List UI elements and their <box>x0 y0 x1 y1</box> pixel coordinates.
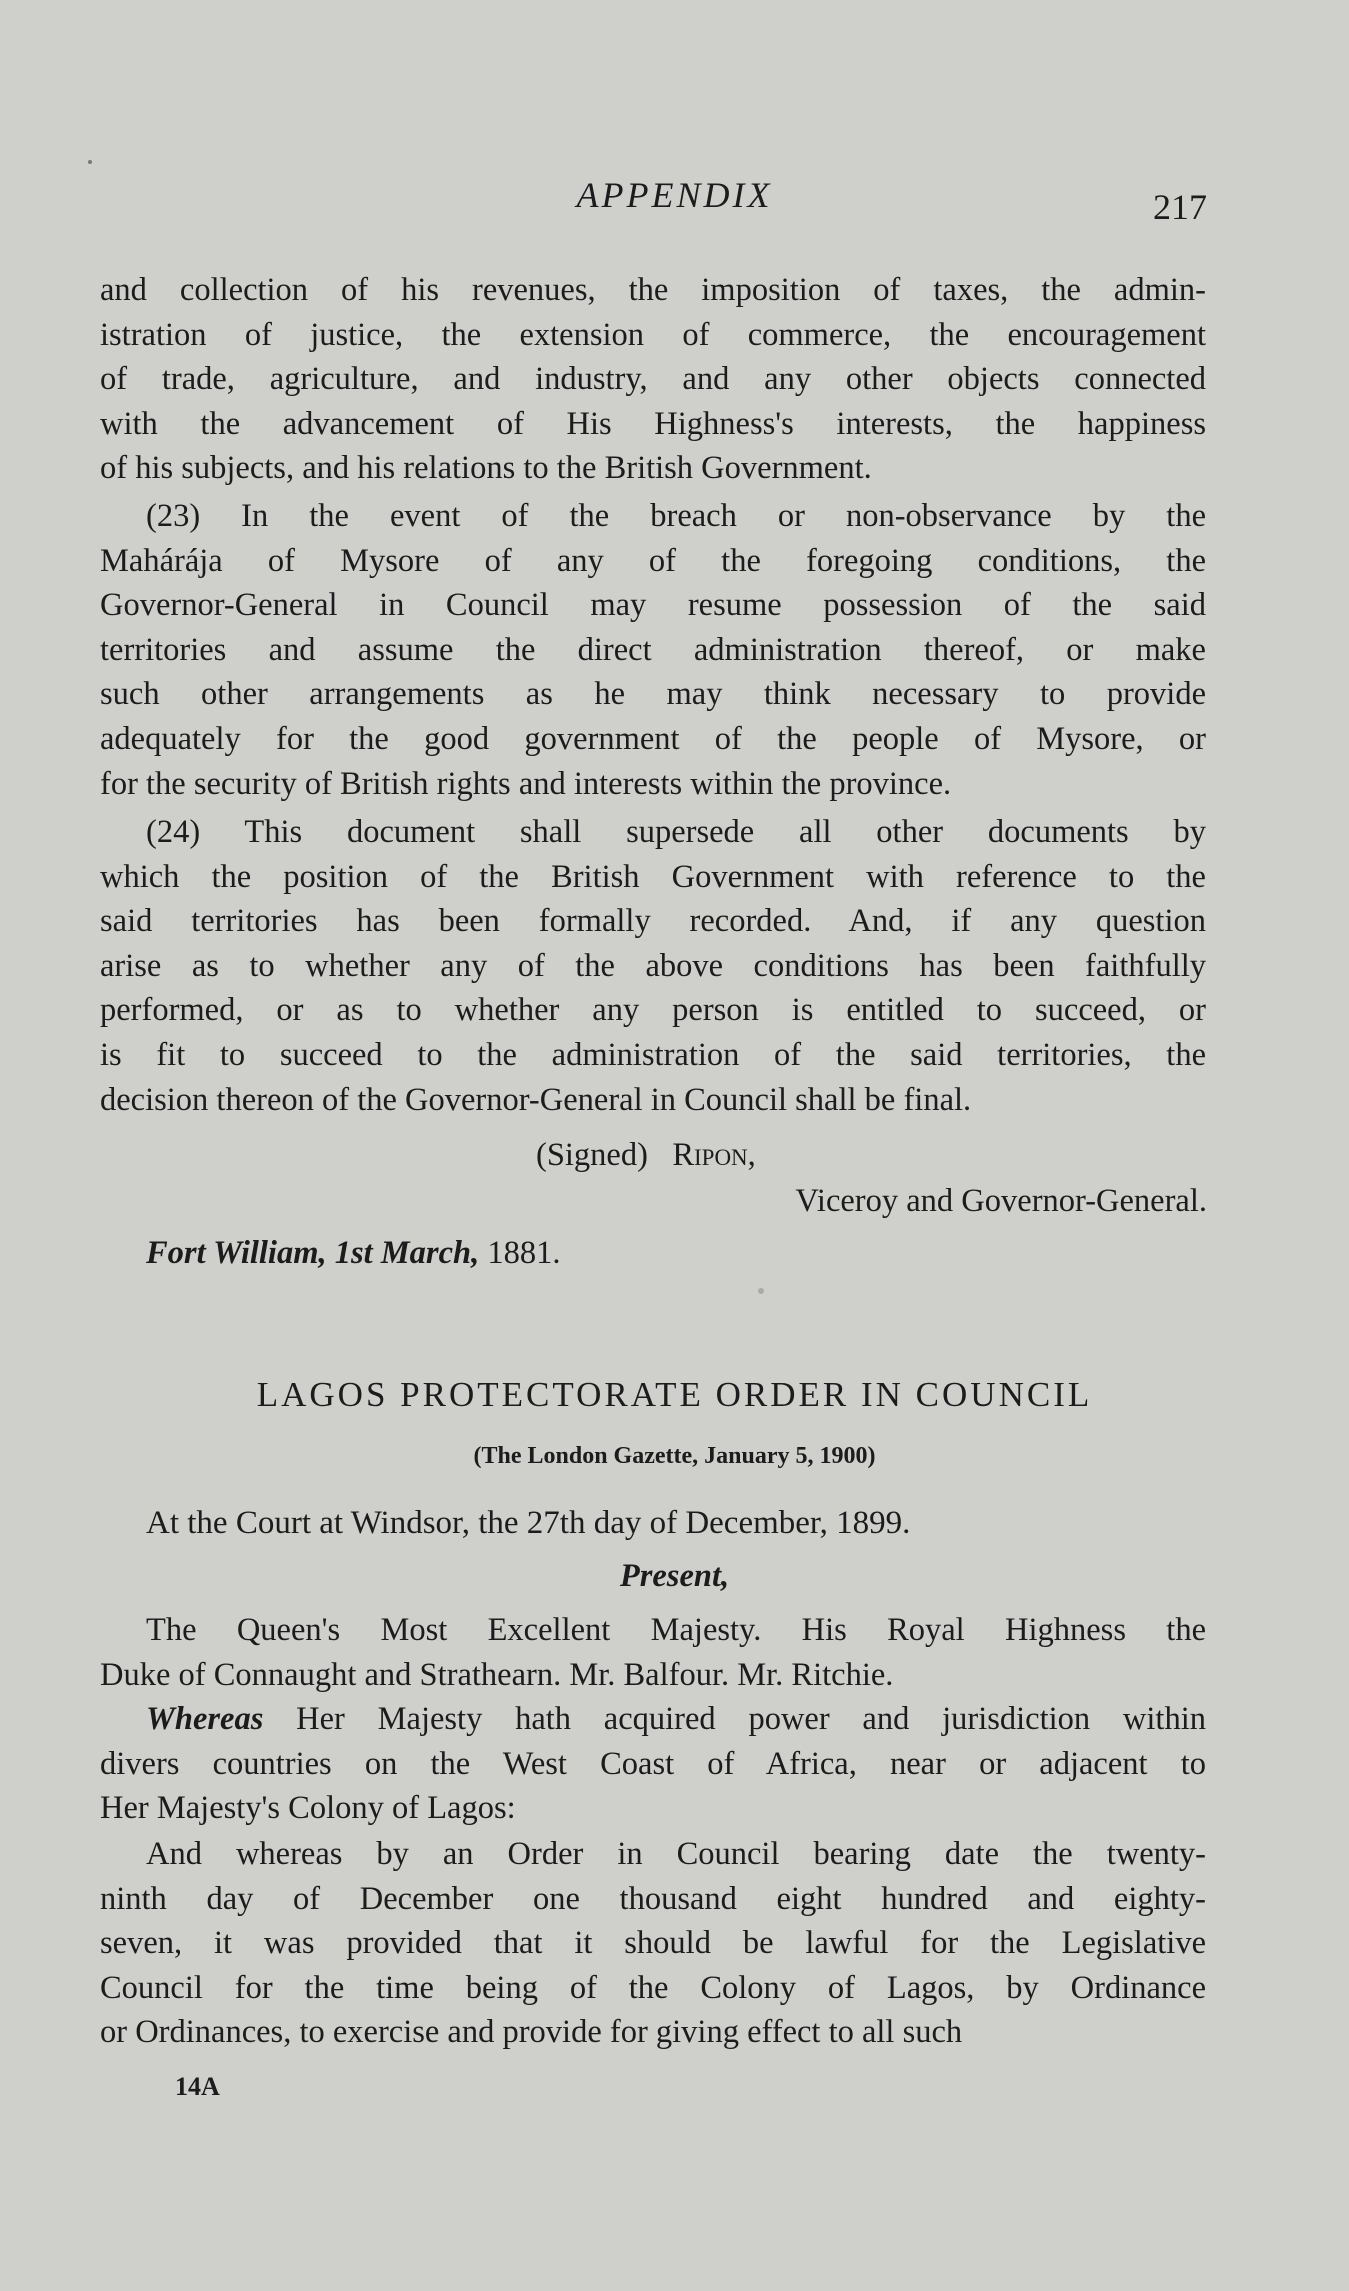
present-label: Present, <box>619 1558 730 1594</box>
signed-label: (Signed) <box>536 1137 648 1173</box>
whereas-lead-word: Whereas <box>146 1701 264 1737</box>
present-paragraph <box>100 1608 1206 1697</box>
text-line: or Ordinances, to exercise and provide for giving effect to all such <box>100 2014 963 2051</box>
dateline <box>146 1235 560 1272</box>
page-number: 217 <box>1153 187 1207 227</box>
printer-signature-mark: 14A <box>175 2072 220 2101</box>
text-line: The Queen's Most Excellent Majesty. His Royal Highness the <box>146 1612 1206 1648</box>
text-line: such other arrangements as he may think necessary to provide <box>100 676 1206 713</box>
signature-line <box>536 1137 756 1174</box>
clause-24 <box>100 810 1206 1122</box>
text-line: Governor-General in Council may resume possession of the said <box>100 587 1206 624</box>
text-line: for the security of British rights and interests within the province. <box>100 765 952 802</box>
text-line: seven, it was provided that it should be lawful for the Legislative <box>100 1925 1206 1962</box>
text-line: performed, or as to whether any person is entitled to succeed, or <box>100 992 1206 1029</box>
signatory-role: Viceroy and Governor-General. <box>795 1183 1207 1219</box>
text-line: of trade, agriculture, and industry, and any other objects connected <box>100 361 1206 398</box>
ink-speck <box>758 1288 764 1294</box>
text-line <box>100 1697 1206 1742</box>
text-line: Duke of Connaught and Strathearn. Mr. Balfour. Mr. Ritchie. <box>100 1656 894 1693</box>
and-whereas-paragraph <box>100 1832 1206 2055</box>
text-line: Council for the time being of the Colony of Lagos, by Ordinance <box>100 1969 1206 2006</box>
ink-speck <box>88 160 92 164</box>
section-title: LAGOS PROTECTORATE ORDER IN COUNCIL <box>256 1375 1093 1414</box>
text-line: Mahárája of Mysore of any of the foregoing conditions, the <box>100 542 1206 579</box>
text-line: which the position of the British Government with reference to the <box>100 858 1206 895</box>
section-subtitle: (The London Gazette, January 5, 1900) <box>473 1443 876 1469</box>
text-line: said territories has been formally recorded. And, if any question <box>100 903 1206 940</box>
text-line: (24) This document shall supersede all other documents by <box>146 814 1206 850</box>
text-fragment: Her Majesty hath acquired power and jurisdiction within <box>263 1701 1206 1737</box>
text-line: divers countries on the West Coast of Africa, near or adjacent to <box>100 1745 1206 1782</box>
text-line: And whereas by an Order in Council bearing date the twenty- <box>146 1836 1206 1872</box>
text-line: adequately for the good government of the people of Mysore, or <box>100 720 1206 757</box>
clause-23 <box>100 494 1206 806</box>
dateline-place: Fort William, <box>146 1235 327 1271</box>
text-line: of his subjects, and his relations to the British Government. <box>100 450 872 487</box>
text-line: Her Majesty's Colony of Lagos: <box>100 1790 516 1827</box>
court-line: At the Court at Windsor, the 27th day of December, 1899. <box>146 1505 911 1541</box>
signatory-name: Ripon, <box>672 1137 756 1173</box>
continuation-paragraph <box>100 268 1206 491</box>
text-line: arise as to whether any of the above conditions has been faithfully <box>100 947 1206 984</box>
running-title: APPENDIX <box>576 175 773 215</box>
page-header <box>0 174 1349 227</box>
dateline-year: 1881. <box>487 1235 561 1271</box>
text-line: ninth day of December one thousand eight hundred and eighty- <box>100 1880 1206 1917</box>
dateline-date: 1st March, <box>334 1235 480 1271</box>
text-line: istration of justice, the extension of commerce, the encouragement <box>100 316 1206 353</box>
text-line: with the advancement of His Highness's interests, the happiness <box>100 405 1206 442</box>
text-line: (23) In the event of the breach or non-observance by the <box>146 498 1206 534</box>
whereas-paragraph <box>100 1697 1206 1831</box>
text-line: is fit to succeed to the administration of the said territories, the <box>100 1036 1206 1073</box>
text-line: territories and assume the direct administration thereof, or make <box>100 631 1206 668</box>
text-line: decision thereon of the Governor-General in Council shall be final. <box>100 1081 972 1118</box>
text-line: and collection of his revenues, the imposition of taxes, the admin- <box>100 272 1206 308</box>
